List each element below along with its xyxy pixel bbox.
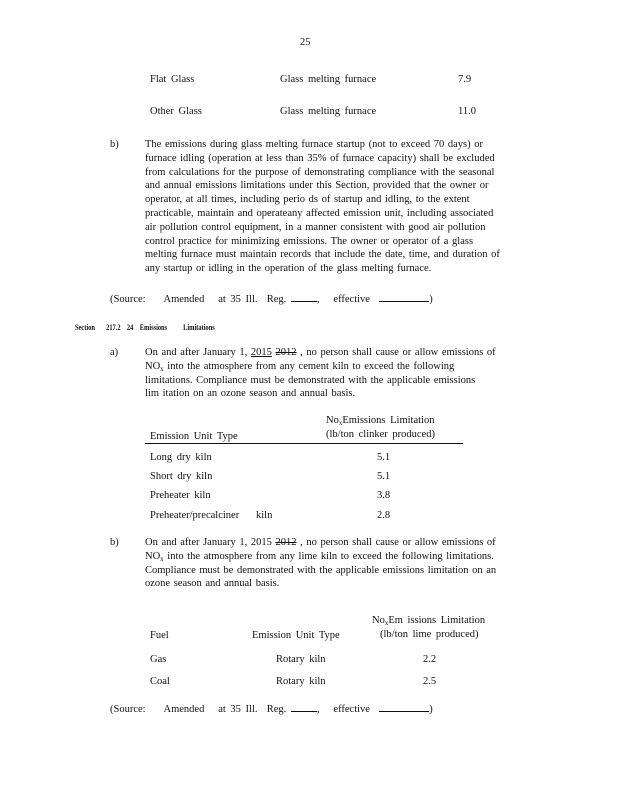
lime-fuel: Coal xyxy=(150,676,170,687)
kiln-limit: 2.8 xyxy=(377,510,391,521)
paragraph-b2-text xyxy=(145,536,537,591)
blank-line xyxy=(291,711,317,712)
lime-table-header-fuel: Fuel xyxy=(150,630,169,641)
paragraph-b-label: b) xyxy=(110,139,119,150)
subscript-x: x xyxy=(338,419,343,427)
kiln-type-suffix: kiln xyxy=(256,510,273,521)
source-reg: Reg. xyxy=(266,294,287,305)
lime-unit-type: Rotary kiln xyxy=(276,654,326,665)
text-span: No xyxy=(372,615,385,626)
inserted-year: 2015 xyxy=(250,347,272,358)
glass-product: Flat Glass xyxy=(150,74,195,85)
section-word: Emissions xyxy=(139,323,168,332)
paragraph-line: from calculations for the purpose of demonstrating compliance with the seasonal xyxy=(145,166,495,178)
source-amended: Amended xyxy=(163,704,205,715)
source-open: (Source: xyxy=(110,704,146,715)
text-span: into the atmosphere from any cement kiln to exceed the following xyxy=(167,360,455,372)
glass-limit: 11.0 xyxy=(458,106,476,117)
source-open: (Source: xyxy=(110,294,146,305)
paragraph-line: furnace idling (operation at less than 35% of furnace capacity) shall be excluded xyxy=(145,152,495,164)
kiln-table-header-unit: (lb/ton clinker produced) xyxy=(326,429,435,440)
paragraph-line xyxy=(145,346,523,360)
paragraph-line: ozone season and annual basis. xyxy=(145,578,280,590)
deleted-year: 2012 xyxy=(275,537,297,548)
kiln-limit: 5.1 xyxy=(377,471,391,482)
paragraph-line: and annual emissions limitations under this Section, provided that the owner or xyxy=(145,180,489,192)
text-span: Em issions Limitation xyxy=(388,615,486,626)
paragraph-line xyxy=(145,536,537,550)
glass-product: Other Glass xyxy=(150,106,202,117)
text-span: NO xyxy=(145,550,161,562)
blank-line xyxy=(379,301,429,302)
source-note xyxy=(110,703,433,717)
paragraph-line xyxy=(145,550,537,564)
kiln-limit: 5.1 xyxy=(377,452,391,463)
kiln-type: Preheater kiln xyxy=(150,490,211,501)
paragraph-line: control practice for minimizing emissions. The owner or operator of a glass xyxy=(145,235,474,247)
section-word: Limitations xyxy=(183,323,215,332)
glass-limit: 7.9 xyxy=(458,74,472,85)
paragraph-b2-label: b) xyxy=(110,537,119,548)
glass-unit-type: Glass melting furnace xyxy=(280,74,377,85)
source-effective: effective xyxy=(333,704,370,715)
paragraph-line: operator, at all times, including perio ds of startup and idling, to the extent xyxy=(145,194,470,206)
section-number: 217.2 xyxy=(106,323,121,332)
lime-unit-type: Rotary kiln xyxy=(276,676,326,687)
text-span: On and after January 1, 2015 xyxy=(145,537,272,548)
blank-line xyxy=(379,711,429,712)
source-note xyxy=(110,293,433,307)
lime-table-header-type: Emission Unit Type xyxy=(252,630,340,641)
paragraph-line: any startup or idling in the operation of the glass melting furnace. xyxy=(145,263,432,275)
section-sub: 24 xyxy=(126,323,134,332)
deleted-year: 2012 xyxy=(275,347,297,358)
subscript-x: x xyxy=(160,554,164,563)
lime-limit: 2.5 xyxy=(423,676,437,687)
paragraph-line: lim itation on an ozone season and annual basis. xyxy=(145,388,356,400)
source-at: at 35 Ill. xyxy=(218,704,258,715)
paragraph-a-label: a) xyxy=(110,347,119,358)
source-effective: effective xyxy=(333,294,370,305)
page-number: 25 xyxy=(300,37,311,48)
section-label: Section xyxy=(75,323,95,332)
paragraph-a-text xyxy=(145,346,523,401)
lime-limit: 2.2 xyxy=(423,654,437,665)
kiln-type: Short dry kiln xyxy=(150,471,213,482)
table-rule xyxy=(145,443,463,444)
source-comma: , xyxy=(316,294,320,305)
source-at: at 35 Ill. xyxy=(218,294,258,305)
text-span: No xyxy=(326,415,339,426)
text-span: On and after January 1, xyxy=(145,347,248,358)
kiln-table-header-type: Emission Unit Type xyxy=(150,431,238,442)
paragraph-line: practicable, maintain and operateany affected emission unit, including associated xyxy=(145,207,494,219)
subscript-x: x xyxy=(384,619,389,627)
paragraph-line: The emissions during glass melting furnace startup (not to exceed 70 days) or xyxy=(145,139,484,150)
paragraph-b-text xyxy=(145,138,537,276)
text-span: , no person shall cause or allow emissions of xyxy=(300,347,496,358)
text-span: into the atmosphere from any lime kiln to exceed the following limitations. xyxy=(167,550,494,562)
section-heading xyxy=(75,321,215,335)
kiln-table-header-limit xyxy=(326,414,434,428)
paragraph-line: air pollution control equipment, in a manner consistent with good air pollution xyxy=(145,221,486,233)
source-reg: Reg. xyxy=(266,704,287,715)
text-span: Emissions Limitation xyxy=(342,415,435,426)
kiln-type: Preheater/precalciner xyxy=(150,510,240,521)
subscript-x: x xyxy=(160,364,164,373)
glass-unit-type: Glass melting furnace xyxy=(280,106,377,117)
lime-table-header-unit: (lb/ton lime produced) xyxy=(380,629,479,640)
source-close: ) xyxy=(429,704,433,715)
paragraph-line xyxy=(145,360,523,374)
lime-fuel: Gas xyxy=(150,654,167,665)
lime-table-header-limit xyxy=(372,614,485,628)
text-span: , no person shall cause or allow emissions of xyxy=(300,537,496,548)
text-span: NO xyxy=(145,360,161,372)
kiln-limit: 3.8 xyxy=(377,490,391,501)
kiln-type: Long dry kiln xyxy=(150,452,212,463)
blank-line xyxy=(291,301,317,302)
source-amended: Amended xyxy=(163,294,205,305)
paragraph-line: melting furnace must maintain records that include the date, time, and duration of xyxy=(145,249,500,261)
paragraph-line: Compliance must be demonstrated with the applicable emissions limitation on an xyxy=(145,564,497,576)
source-comma: , xyxy=(316,704,320,715)
source-close: ) xyxy=(429,294,433,305)
paragraph-line: limitations. Compliance must be demonstrated with the applicable emissions xyxy=(145,374,476,386)
